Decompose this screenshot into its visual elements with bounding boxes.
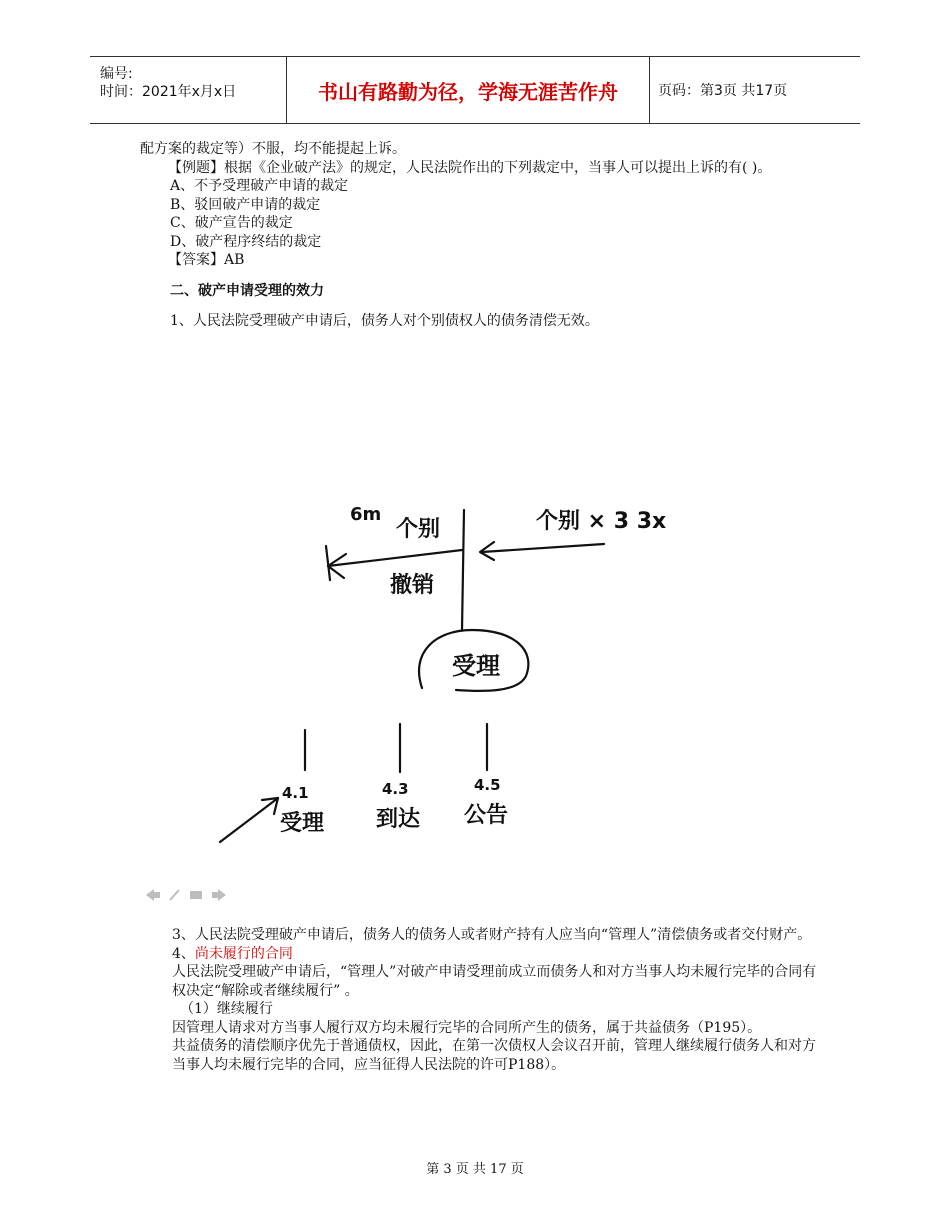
code-label: 编号:	[100, 66, 133, 82]
sketch-event-3: 公告	[464, 803, 509, 828]
paragraph-line1: 配方案的裁定等）不服，均不能提起上诉。	[140, 141, 406, 157]
header-meta	[90, 57, 286, 123]
sketch-label-circle: 受理	[452, 652, 500, 680]
arrow-left-icon[interactable]	[146, 889, 160, 901]
option-c: C、破产宣告的裁定	[170, 215, 293, 231]
slide-toolbar	[144, 885, 234, 905]
sketch-label-left: 个别	[396, 517, 441, 542]
page-header	[90, 56, 860, 124]
paragraph-contract: 人民法院受理破产申请后，“管理人”对破产申请受理前成立而债务人和对方当事人均未履行完毕的合同有权决定“解除或者继续履行” 。	[172, 964, 817, 999]
answer-line: 【答案】AB	[168, 252, 245, 268]
section-title: 二、破产申请受理的效力	[170, 282, 324, 299]
sub-heading-continue: （1）继续履行	[180, 1001, 273, 1017]
option-a: A、不予受理破产申请的裁定	[170, 178, 349, 194]
motto-text: 书山有路勤为径，学海无涯苦作舟	[318, 79, 618, 104]
time-label: 时间：2021年x月x日	[100, 84, 237, 100]
sketch-bottom-arrow	[220, 798, 278, 842]
footer-page-number: 第 3 页 共 17 页	[426, 1162, 524, 1177]
header-page-info	[658, 57, 858, 123]
sketch-left-arrow	[328, 550, 462, 566]
sketch-date-1: 4.1	[282, 784, 309, 802]
handwritten-sketch	[210, 480, 730, 870]
example-question: 【例题】根据《企业破产法》的规定，人民法院作出的下列裁定中，当事人可以提出上诉的有( )。	[168, 159, 772, 176]
option-b: B、驳回破产申请的裁定	[170, 196, 321, 213]
page-info-text: 页码：第3页 共17页	[658, 83, 788, 99]
pen-icon[interactable]	[170, 890, 179, 900]
eraser-icon[interactable]	[190, 891, 202, 899]
header-motto	[286, 57, 650, 123]
point-1: 1、人民法院受理破产申请后，债务人对个别债权人的债务清偿无效。	[170, 313, 599, 329]
point-3: 3、人民法院受理破产申请后，债务人的债务人或者财产持有人应当向“管理人”清偿债务或者交付财产。	[172, 927, 812, 943]
sketch-label-revoke: 撤销	[390, 573, 435, 598]
paragraph-priority: 共益债务的清偿顺序优先于普通债权，因此，在第一次债权人会议召开前，管理人继续履行债务人和对方当事人均未履行完毕的合同，应当征得人民法院的许可P188）。	[172, 1038, 816, 1073]
main-content-top	[140, 140, 820, 331]
point-4-heading	[140, 945, 820, 964]
sketch-event-1: 受理	[280, 811, 325, 836]
sketch-date-2: 4.3	[382, 780, 409, 798]
sketch-right-arrow	[482, 544, 604, 552]
main-content-bottom	[140, 926, 820, 1074]
arrow-right-icon[interactable]	[212, 889, 226, 901]
point-4-title: 尚未履行的合同	[194, 945, 293, 962]
page-footer	[0, 1158, 950, 1177]
point-4-prefix: 4、	[172, 945, 195, 962]
paragraph-common-debt: 因管理人请求对方当事人履行双方均未履行完毕的合同所产生的债务，属于共益债务（P195）。	[172, 1019, 762, 1036]
sketch-date-3: 4.5	[474, 776, 501, 794]
sketch-vertical-line	[462, 510, 464, 630]
sketch-label-6m: 6m	[350, 504, 382, 525]
option-d: D、破产程序终结的裁定	[170, 233, 322, 250]
sketch-label-right: 个别 × 3 3x	[536, 509, 667, 534]
sketch-event-2: 到达	[376, 807, 421, 832]
